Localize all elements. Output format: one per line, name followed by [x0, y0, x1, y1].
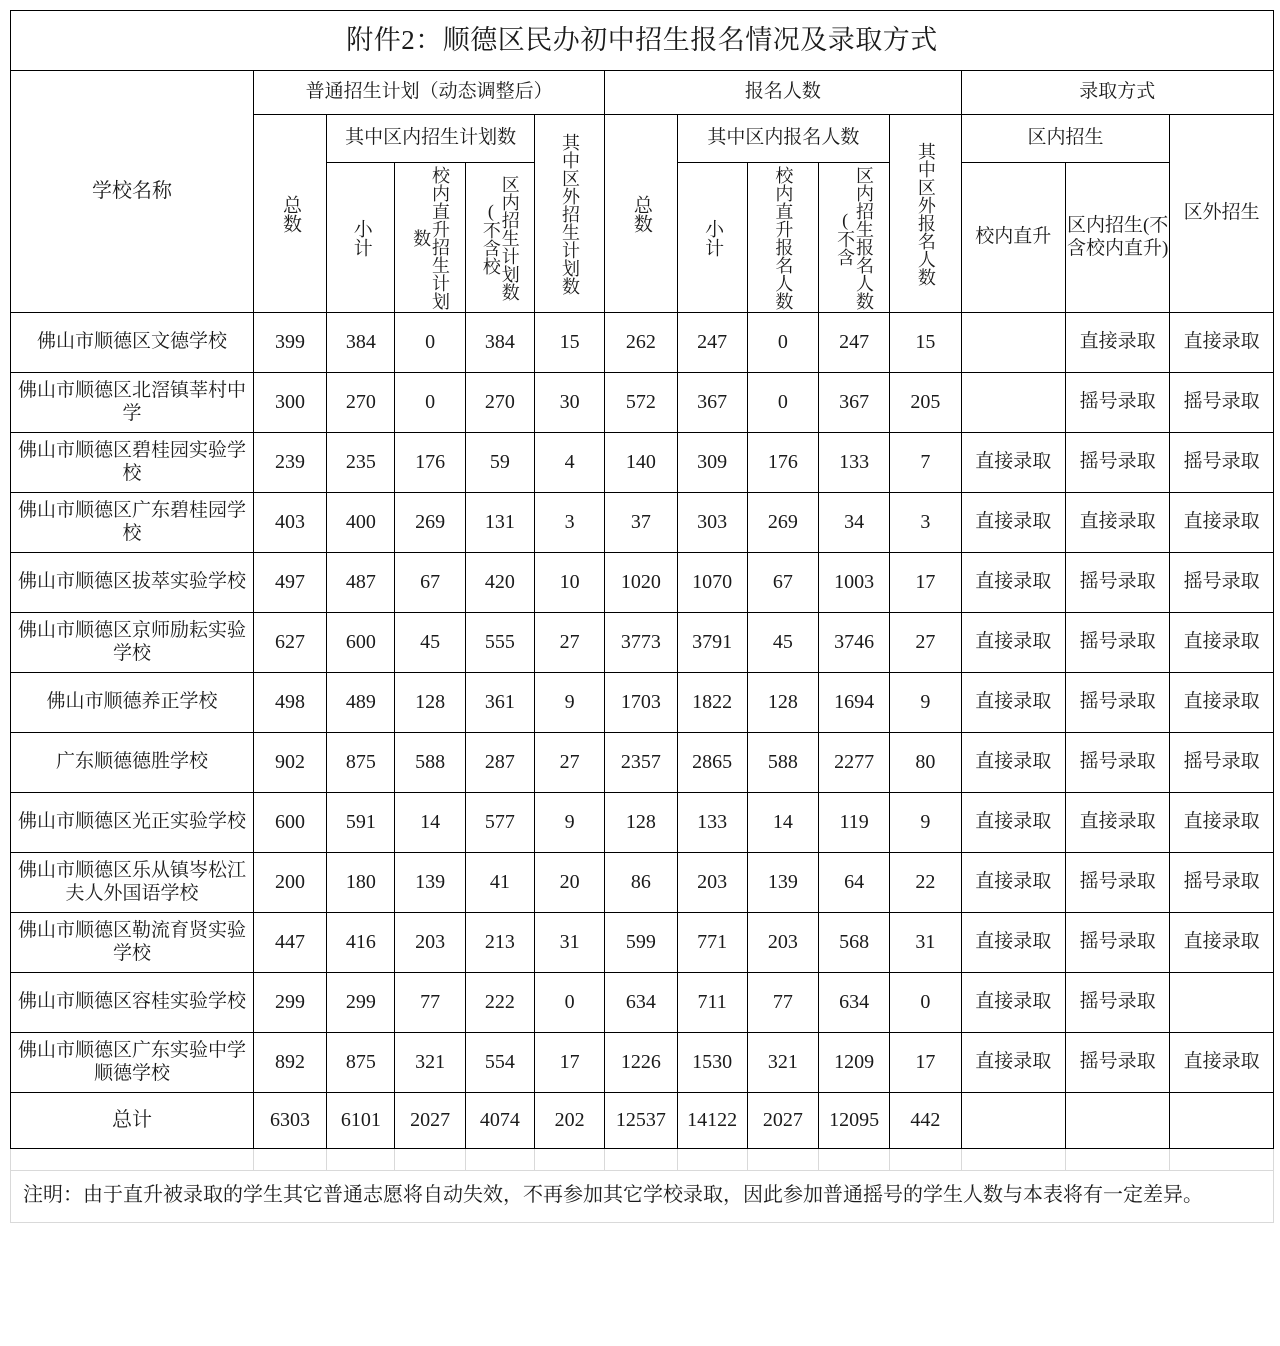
cell-method-in-district-excl: 直接录取: [1065, 493, 1169, 553]
cell-apply-subtotal: 133: [677, 793, 747, 853]
cell-method-in-district-excl: 摇号录取: [1065, 613, 1169, 673]
cell-method-out-district: 直接录取: [1170, 673, 1274, 733]
cell-apply-out: 27: [890, 613, 961, 673]
cell-apply-total: 37: [605, 493, 677, 553]
cell-apply-direct: 176: [747, 433, 818, 493]
cell-method-direct: [961, 373, 1065, 433]
cell-method-out-district: 摇号录取: [1170, 733, 1274, 793]
cell-apply-direct: 67: [747, 553, 818, 613]
spacer-cell: [677, 1149, 747, 1171]
cell-plan-total: 600: [253, 793, 326, 853]
spacer-cell: [961, 1149, 1065, 1171]
cell-plan-subtotal: 487: [327, 553, 395, 613]
cell-apply-direct: 45: [747, 613, 818, 673]
cell-method-out-district: 直接录取: [1170, 493, 1274, 553]
header-group-apply: 报名人数: [605, 71, 961, 115]
spacer-cell: [534, 1149, 604, 1171]
cell-method-out-district: 摇号录取: [1170, 433, 1274, 493]
cell-plan-direct: 77: [395, 973, 465, 1033]
spacer-cell: [605, 1149, 677, 1171]
cell-method-direct: 直接录取: [961, 973, 1065, 1033]
cell-plan-subtotal: 235: [327, 433, 395, 493]
cell-school-name: 佛山市顺德区广东实验中学顺德学校: [11, 1033, 254, 1093]
cell-apply-total: 1703: [605, 673, 677, 733]
cell-plan-direct: 45: [395, 613, 465, 673]
cell-apply-out: 15: [890, 313, 961, 373]
header-method-out-district: 区外招生: [1170, 115, 1274, 313]
spacer-cell: [395, 1149, 465, 1171]
cell-plan-out: 9: [534, 673, 604, 733]
cell-plan-excl: 59: [465, 433, 534, 493]
cell-total-cell-method-in-district-excl: [1065, 1093, 1169, 1149]
cell-apply-subtotal: 1530: [677, 1033, 747, 1093]
cell-plan-direct: 203: [395, 913, 465, 973]
cell-plan-direct: 14: [395, 793, 465, 853]
cell-apply-subtotal: 309: [677, 433, 747, 493]
cell-method-in-district-excl: 摇号录取: [1065, 973, 1169, 1033]
cell-apply-subtotal: 303: [677, 493, 747, 553]
cell-apply-direct: 321: [747, 1033, 818, 1093]
header-plan-out-district: 其中区外招生计划数: [534, 115, 604, 313]
cell-plan-total: 300: [253, 373, 326, 433]
cell-apply-total: 128: [605, 793, 677, 853]
cell-total-cell-method-out-district: [1170, 1093, 1274, 1149]
cell-plan-total: 902: [253, 733, 326, 793]
spacer-cell: [1170, 1149, 1274, 1171]
header-method-in-district-excl: 区内招生(不含校内直升): [1065, 163, 1169, 313]
cell-apply-excl: 1694: [819, 673, 890, 733]
cell-apply-subtotal: 2865: [677, 733, 747, 793]
cell-apply-subtotal: 711: [677, 973, 747, 1033]
cell-apply-subtotal: 3791: [677, 613, 747, 673]
cell-method-direct: 直接录取: [961, 793, 1065, 853]
header-plan-total: 总数: [253, 115, 326, 313]
cell-method-in-district-excl: 摇号录取: [1065, 433, 1169, 493]
cell-plan-out: 30: [534, 373, 604, 433]
cell-apply-total: 2357: [605, 733, 677, 793]
cell-school-name: 佛山市顺德区光正实验学校: [11, 793, 254, 853]
cell-apply-excl: 34: [819, 493, 890, 553]
cell-apply-excl: 119: [819, 793, 890, 853]
page-title: 附件2：顺德区民办初中招生报名情况及录取方式: [11, 11, 1274, 71]
cell-plan-out: 4: [534, 433, 604, 493]
cell-apply-subtotal: 1822: [677, 673, 747, 733]
cell-apply-total: 1020: [605, 553, 677, 613]
cell-method-in-district-excl: 摇号录取: [1065, 673, 1169, 733]
cell-apply-out: 80: [890, 733, 961, 793]
cell-method-out-district: 直接录取: [1170, 1033, 1274, 1093]
cell-method-out-district: 直接录取: [1170, 613, 1274, 673]
cell-apply-total: 599: [605, 913, 677, 973]
cell-plan-subtotal: 875: [327, 1033, 395, 1093]
cell-plan-excl: 213: [465, 913, 534, 973]
table-row: [11, 613, 1274, 673]
cell-school-name: 佛山市顺德养正学校: [11, 673, 254, 733]
cell-school-name: 佛山市顺德区京师励耘实验学校: [11, 613, 254, 673]
cell-method-direct: 直接录取: [961, 613, 1065, 673]
table-row: [11, 913, 1274, 973]
cell-apply-out: 9: [890, 793, 961, 853]
header-apply-in-district-group: 其中区内报名人数: [677, 115, 890, 163]
table-row: [11, 373, 1274, 433]
cell-school-name: 佛山市顺德区乐从镇岑松江夫人外国语学校: [11, 853, 254, 913]
cell-method-direct: 直接录取: [961, 673, 1065, 733]
cell-method-direct: 直接录取: [961, 433, 1065, 493]
cell-apply-subtotal: 203: [677, 853, 747, 913]
cell-plan-direct: 321: [395, 1033, 465, 1093]
cell-method-out-district: [1170, 973, 1274, 1033]
cell-plan-total: 627: [253, 613, 326, 673]
cell-plan-subtotal: 299: [327, 973, 395, 1033]
cell-method-out-district: 直接录取: [1170, 313, 1274, 373]
cell-total-apply-out: 442: [890, 1093, 961, 1149]
cell-plan-excl: 270: [465, 373, 534, 433]
table-row: [11, 433, 1274, 493]
cell-apply-subtotal: 1070: [677, 553, 747, 613]
cell-apply-total: 634: [605, 973, 677, 1033]
cell-plan-excl: 222: [465, 973, 534, 1033]
table-row: [11, 553, 1274, 613]
cell-apply-total: 1226: [605, 1033, 677, 1093]
cell-apply-total: 140: [605, 433, 677, 493]
cell-total-apply-excl: 12095: [819, 1093, 890, 1149]
table-row: [11, 313, 1274, 373]
cell-apply-total: 572: [605, 373, 677, 433]
header-method-direct: 校内直升: [961, 163, 1065, 313]
cell-school-name: 佛山市顺德区北滘镇莘村中学: [11, 373, 254, 433]
cell-plan-total: 399: [253, 313, 326, 373]
cell-apply-direct: 139: [747, 853, 818, 913]
cell-method-in-district-excl: 直接录取: [1065, 793, 1169, 853]
cell-school-name: 佛山市顺德区文德学校: [11, 313, 254, 373]
cell-apply-direct: 0: [747, 373, 818, 433]
cell-apply-out: 0: [890, 973, 961, 1033]
cell-plan-excl: 554: [465, 1033, 534, 1093]
cell-apply-out: 17: [890, 1033, 961, 1093]
table-spacer-row: [11, 1149, 1274, 1171]
cell-plan-out: 27: [534, 613, 604, 673]
cell-apply-excl: 1209: [819, 1033, 890, 1093]
cell-plan-excl: 420: [465, 553, 534, 613]
cell-plan-subtotal: 600: [327, 613, 395, 673]
cell-plan-total: 892: [253, 1033, 326, 1093]
cell-apply-total: 3773: [605, 613, 677, 673]
title-row: [11, 11, 1274, 71]
cell-method-out-district: 摇号录取: [1170, 553, 1274, 613]
header-plan-subtotal: 小计: [327, 163, 395, 313]
cell-total-plan-direct: 2027: [395, 1093, 465, 1149]
cell-method-direct: 直接录取: [961, 493, 1065, 553]
cell-school-name: 佛山市顺德区勒流育贤实验学校: [11, 913, 254, 973]
header-school-name: 学校名称: [11, 71, 254, 313]
header-apply-subtotal: 小计: [677, 163, 747, 313]
spacer-cell: [327, 1149, 395, 1171]
cell-plan-subtotal: 270: [327, 373, 395, 433]
cell-total-label: 总计: [11, 1093, 254, 1149]
header-apply-in-district-excl: 区内招生报名人数(不含: [819, 163, 890, 313]
cell-school-name: 佛山市顺德区容桂实验学校: [11, 973, 254, 1033]
cell-apply-direct: 128: [747, 673, 818, 733]
cell-plan-excl: 384: [465, 313, 534, 373]
cell-plan-subtotal: 489: [327, 673, 395, 733]
cell-apply-direct: 588: [747, 733, 818, 793]
cell-apply-excl: 247: [819, 313, 890, 373]
note-text: 注明：由于直升被录取的学生其它普通志愿将自动失效，不再参加其它学校录取，因此参加普通摇号的学生人数与本表将有一定差异。: [10, 1171, 1274, 1223]
cell-method-direct: 直接录取: [961, 913, 1065, 973]
cell-apply-out: 3: [890, 493, 961, 553]
cell-plan-out: 9: [534, 793, 604, 853]
cell-apply-subtotal: 771: [677, 913, 747, 973]
cell-apply-out: 9: [890, 673, 961, 733]
cell-plan-total: 498: [253, 673, 326, 733]
cell-apply-direct: 269: [747, 493, 818, 553]
cell-apply-direct: 77: [747, 973, 818, 1033]
cell-school-name: 佛山市顺德区拔萃实验学校: [11, 553, 254, 613]
spacer-cell: [465, 1149, 534, 1171]
cell-plan-total: 447: [253, 913, 326, 973]
cell-apply-excl: 1003: [819, 553, 890, 613]
header-plan-in-district-group: 其中区内招生计划数: [327, 115, 535, 163]
cell-plan-out: 3: [534, 493, 604, 553]
table-row: [11, 733, 1274, 793]
cell-plan-subtotal: 180: [327, 853, 395, 913]
cell-plan-total: 239: [253, 433, 326, 493]
spacer-cell: [747, 1149, 818, 1171]
header-apply-direct: 校内直升报名人数: [747, 163, 818, 313]
header-plan-in-district-excl: 区内招生计划数(不含校: [465, 163, 534, 313]
cell-apply-out: 205: [890, 373, 961, 433]
cell-total-plan-excl: 4074: [465, 1093, 534, 1149]
spacer-cell: [11, 1149, 254, 1171]
cell-plan-direct: 139: [395, 853, 465, 913]
cell-method-in-district-excl: 摇号录取: [1065, 373, 1169, 433]
cell-plan-excl: 131: [465, 493, 534, 553]
cell-plan-total: 299: [253, 973, 326, 1033]
cell-plan-excl: 41: [465, 853, 534, 913]
cell-method-direct: [961, 313, 1065, 373]
spacer-cell: [819, 1149, 890, 1171]
cell-apply-excl: 133: [819, 433, 890, 493]
cell-method-out-district: 摇号录取: [1170, 373, 1274, 433]
cell-apply-out: 22: [890, 853, 961, 913]
spacer-cell: [253, 1149, 326, 1171]
cell-method-direct: 直接录取: [961, 1033, 1065, 1093]
cell-plan-excl: 577: [465, 793, 534, 853]
cell-method-direct: 直接录取: [961, 853, 1065, 913]
cell-plan-direct: 128: [395, 673, 465, 733]
header-group-method: 录取方式: [961, 71, 1273, 115]
cell-total-apply-subtotal: 14122: [677, 1093, 747, 1149]
cell-method-in-district-excl: 摇号录取: [1065, 733, 1169, 793]
cell-plan-subtotal: 384: [327, 313, 395, 373]
cell-apply-total: 86: [605, 853, 677, 913]
spacer-cell: [1065, 1149, 1169, 1171]
header-group-row: [11, 71, 1274, 115]
cell-plan-subtotal: 875: [327, 733, 395, 793]
cell-apply-total: 262: [605, 313, 677, 373]
cell-total-plan-total: 6303: [253, 1093, 326, 1149]
cell-apply-out: 7: [890, 433, 961, 493]
table-row: [11, 973, 1274, 1033]
cell-apply-excl: 2277: [819, 733, 890, 793]
cell-plan-total: 200: [253, 853, 326, 913]
cell-apply-direct: 203: [747, 913, 818, 973]
enrollment-table: [10, 10, 1274, 1171]
cell-method-in-district-excl: 摇号录取: [1065, 853, 1169, 913]
cell-method-in-district-excl: 摇号录取: [1065, 1033, 1169, 1093]
cell-plan-excl: 361: [465, 673, 534, 733]
cell-plan-subtotal: 591: [327, 793, 395, 853]
spacer-cell: [890, 1149, 961, 1171]
cell-plan-out: 17: [534, 1033, 604, 1093]
cell-plan-total: 497: [253, 553, 326, 613]
cell-method-in-district-excl: 直接录取: [1065, 313, 1169, 373]
cell-plan-excl: 555: [465, 613, 534, 673]
table-total-row: [11, 1093, 1274, 1149]
cell-apply-excl: 634: [819, 973, 890, 1033]
cell-total-cell-method-direct: [961, 1093, 1065, 1149]
cell-school-name: 佛山市顺德区碧桂园实验学校: [11, 433, 254, 493]
cell-method-out-district: 直接录取: [1170, 793, 1274, 853]
header-method-in-district-group: 区内招生: [961, 115, 1170, 163]
cell-plan-out: 31: [534, 913, 604, 973]
table-row: [11, 853, 1274, 913]
cell-apply-excl: 367: [819, 373, 890, 433]
cell-plan-excl: 287: [465, 733, 534, 793]
cell-school-name: 广东顺德德胜学校: [11, 733, 254, 793]
cell-total-plan-subtotal: 6101: [327, 1093, 395, 1149]
header-apply-total: 总数: [605, 115, 677, 313]
cell-total-apply-total: 12537: [605, 1093, 677, 1149]
table-row: [11, 793, 1274, 853]
cell-total-plan-out: 202: [534, 1093, 604, 1149]
cell-method-direct: 直接录取: [961, 733, 1065, 793]
cell-apply-subtotal: 247: [677, 313, 747, 373]
header-plan-direct: 校内直升招生计划数: [395, 163, 465, 313]
header-apply-out-district: 其中区外报名人数: [890, 115, 961, 313]
cell-total-apply-direct: 2027: [747, 1093, 818, 1149]
cell-method-out-district: 直接录取: [1170, 913, 1274, 973]
cell-apply-direct: 0: [747, 313, 818, 373]
cell-school-name: 佛山市顺德区广东碧桂园学校: [11, 493, 254, 553]
header-group-plan: 普通招生计划（动态调整后）: [253, 71, 604, 115]
cell-plan-out: 10: [534, 553, 604, 613]
cell-plan-out: 0: [534, 973, 604, 1033]
cell-plan-direct: 269: [395, 493, 465, 553]
cell-apply-excl: 64: [819, 853, 890, 913]
cell-apply-excl: 3746: [819, 613, 890, 673]
cell-plan-subtotal: 400: [327, 493, 395, 553]
table-row: [11, 1033, 1274, 1093]
cell-method-in-district-excl: 摇号录取: [1065, 553, 1169, 613]
table-row: [11, 493, 1274, 553]
cell-plan-direct: 176: [395, 433, 465, 493]
cell-apply-direct: 14: [747, 793, 818, 853]
cell-method-in-district-excl: 摇号录取: [1065, 913, 1169, 973]
cell-plan-direct: 0: [395, 313, 465, 373]
cell-method-direct: 直接录取: [961, 553, 1065, 613]
cell-plan-out: 27: [534, 733, 604, 793]
cell-apply-subtotal: 367: [677, 373, 747, 433]
cell-plan-direct: 588: [395, 733, 465, 793]
cell-method-out-district: 摇号录取: [1170, 853, 1274, 913]
cell-plan-total: 403: [253, 493, 326, 553]
cell-plan-out: 15: [534, 313, 604, 373]
cell-plan-out: 20: [534, 853, 604, 913]
cell-plan-direct: 67: [395, 553, 465, 613]
cell-apply-out: 17: [890, 553, 961, 613]
cell-plan-direct: 0: [395, 373, 465, 433]
cell-apply-out: 31: [890, 913, 961, 973]
cell-apply-excl: 568: [819, 913, 890, 973]
cell-plan-subtotal: 416: [327, 913, 395, 973]
table-row: [11, 673, 1274, 733]
